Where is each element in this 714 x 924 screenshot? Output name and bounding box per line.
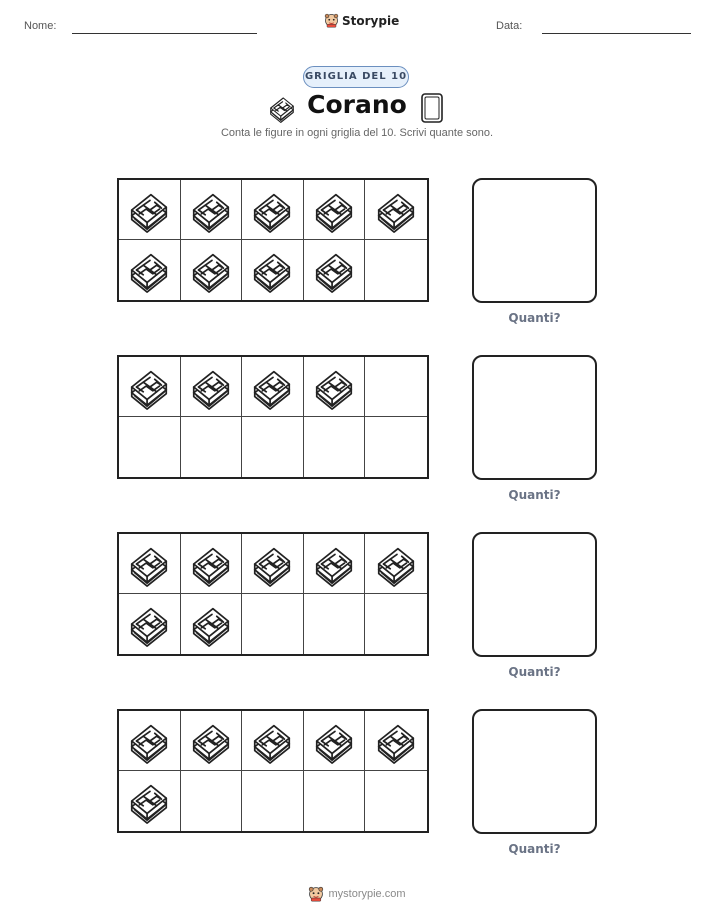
- quran-book-icon: [311, 364, 357, 410]
- ten-frame-cell: [365, 771, 427, 831]
- footer: [0, 886, 714, 902]
- answer-box[interactable]: [472, 178, 597, 303]
- quran-book-icon: [311, 247, 357, 293]
- ten-frame-cell: [242, 534, 304, 594]
- ten-frame: [117, 178, 429, 302]
- ten-frame-cell: [242, 357, 304, 417]
- quran-book-icon: [126, 187, 172, 233]
- ten-frame-cell: [119, 594, 181, 654]
- page-title: Corano: [307, 90, 407, 119]
- ten-frame-cell: [365, 711, 427, 771]
- quran-book-icon: [126, 364, 172, 410]
- date-label: Data:: [496, 20, 523, 32]
- ten-frame-cell: [119, 534, 181, 594]
- answer-box[interactable]: [472, 532, 597, 657]
- ten-frame-cell: [304, 771, 366, 831]
- ten-frame-cell: [365, 180, 427, 240]
- brand-logo: [324, 13, 399, 28]
- quran-book-icon: [188, 718, 234, 764]
- answer-box[interactable]: [472, 709, 597, 834]
- storypie-mascot-icon: [324, 13, 339, 28]
- quran-book-icon: [311, 541, 357, 587]
- ten-frame-cell: [181, 240, 243, 300]
- ten-frame-cell: [365, 594, 427, 654]
- ten-frame-cell: [119, 357, 181, 417]
- ten-frame-cell: [242, 771, 304, 831]
- answer-label: Quanti?: [508, 665, 561, 679]
- ten-frame-cell: [181, 711, 243, 771]
- ten-frame-cell: [365, 357, 427, 417]
- quran-book-icon: [126, 541, 172, 587]
- quran-book-icon: [373, 541, 419, 587]
- ten-frame-cell: [304, 711, 366, 771]
- ten-frame-cell: [304, 534, 366, 594]
- ten-frame: [117, 532, 429, 656]
- ten-frame-cell: [304, 594, 366, 654]
- quran-book-icon: [188, 601, 234, 647]
- worksheet-badge: GRIGLIA DEL 10: [303, 66, 409, 88]
- quran-book-icon: [311, 718, 357, 764]
- quran-book-icon: [249, 718, 295, 764]
- quran-book-icon: [188, 187, 234, 233]
- ten-frame-cell: [304, 417, 366, 477]
- footer-url: mystorypie.com: [328, 888, 406, 900]
- ten-frame-cell: [242, 417, 304, 477]
- storypie-mascot-icon: [308, 886, 324, 902]
- quran-book-icon: [249, 541, 295, 587]
- quran-book-icon: [373, 187, 419, 233]
- quran-book-icon: [126, 718, 172, 764]
- quran-book-icon: [373, 718, 419, 764]
- ten-frame: [117, 709, 429, 833]
- ten-frame-cell: [119, 417, 181, 477]
- brand-name: Storypie: [342, 13, 400, 28]
- ten-frame-cell: [242, 711, 304, 771]
- quran-book-icon: [188, 364, 234, 410]
- ten-frame-cell: [119, 180, 181, 240]
- instructions: Conta le figure in ogni griglia del 10. Scrivi quante sono.: [220, 127, 494, 139]
- ten-frame-cell: [181, 594, 243, 654]
- ten-frame-cell: [242, 180, 304, 240]
- answer-label: Quanti?: [508, 488, 561, 502]
- ten-frame-cell: [242, 594, 304, 654]
- quran-book-icon: [188, 247, 234, 293]
- ten-frame-cell: [365, 240, 427, 300]
- ten-frame-cell: [119, 771, 181, 831]
- ten-frame-cell: [181, 357, 243, 417]
- ten-frame-cell: [119, 711, 181, 771]
- answer-box[interactable]: [472, 355, 597, 480]
- ten-frame-cell: [365, 417, 427, 477]
- quran-book-icon: [126, 601, 172, 647]
- ten-frame-cell: [181, 180, 243, 240]
- name-line: [72, 33, 257, 34]
- answer-label: Quanti?: [508, 311, 561, 325]
- ten-frame-cell: [181, 534, 243, 594]
- quran-book-icon: [249, 187, 295, 233]
- quran-book-icon: [249, 364, 295, 410]
- ten-frame-cell: [304, 240, 366, 300]
- ten-frame-cell: [304, 180, 366, 240]
- date-line: [542, 33, 691, 34]
- quran-book-icon: [126, 778, 172, 824]
- tablet-outline-icon: [420, 92, 444, 124]
- answer-label: Quanti?: [508, 842, 561, 856]
- quran-book-icon: [188, 541, 234, 587]
- quran-book-icon: [311, 187, 357, 233]
- ten-frame-cell: [242, 240, 304, 300]
- ten-frame-cell: [304, 357, 366, 417]
- ten-frame-cell: [119, 240, 181, 300]
- ten-frame-cell: [181, 417, 243, 477]
- ten-frame-cell: [181, 771, 243, 831]
- name-label: Nome:: [24, 20, 57, 32]
- ten-frame: [117, 355, 429, 479]
- ten-frame-cell: [365, 534, 427, 594]
- quran-book-icon: [126, 247, 172, 293]
- quran-book-icon: [266, 93, 298, 123]
- quran-book-icon: [249, 247, 295, 293]
